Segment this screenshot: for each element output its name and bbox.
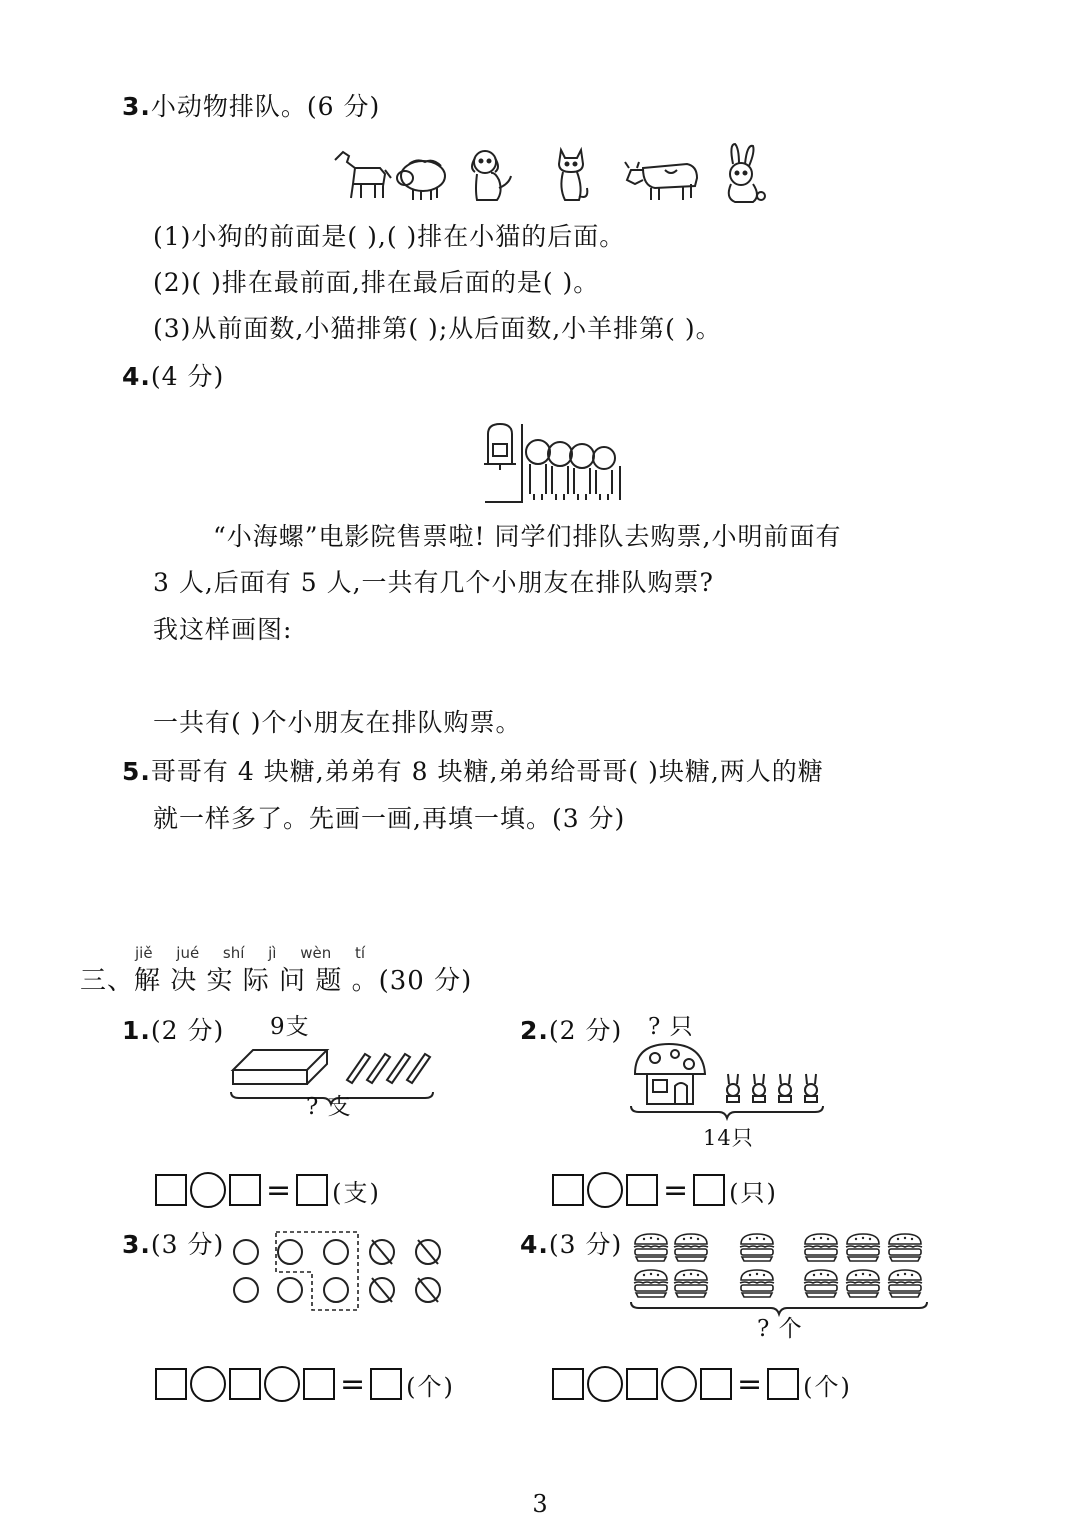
q4-number: 4. [122, 362, 151, 391]
p2-number: 2. [520, 1016, 549, 1045]
pinyin-ti: tí [354, 944, 365, 962]
answer-box[interactable] [155, 1368, 187, 1400]
p4-number: 4. [520, 1230, 549, 1259]
q5-line1: 哥哥有 4 块糖,弟弟有 8 块糖,弟弟给哥哥( )块糖,两人的糖 [150, 757, 824, 786]
result-box[interactable] [693, 1174, 725, 1206]
answer-box[interactable] [229, 1368, 261, 1400]
p2-heading [520, 1016, 622, 1046]
q4-answer: 一共有( )个小朋友在排队购票。 [153, 708, 522, 737]
operator-circle[interactable] [587, 1172, 623, 1208]
pinyin-wen: wèn [300, 944, 332, 962]
p3-score: (3 分) [150, 1230, 225, 1259]
q3-title: 小动物排队。(6 分) [150, 92, 381, 121]
q4-para1: “小海螺”电影院售票啦! 同学们排队去购票,小明前面有 [213, 522, 842, 551]
p1-heading [122, 1016, 224, 1046]
cat-icon [559, 150, 587, 200]
pinyin-jue: jué [176, 944, 200, 962]
operator-circle[interactable] [264, 1366, 300, 1402]
hamburger-icons [634, 1234, 922, 1297]
pinyin-shi: shí [222, 944, 245, 962]
p1-bottom-label: ? 支 [306, 1094, 352, 1120]
answer-box[interactable] [303, 1368, 335, 1400]
answer-box[interactable] [155, 1174, 187, 1206]
p4-bottom-label: ? 个 [757, 1316, 803, 1342]
rabbit-icon [729, 144, 765, 202]
result-box[interactable] [296, 1174, 328, 1206]
p2-top-label: ? 只 [648, 1014, 694, 1040]
pinyin-jie: jiě [135, 944, 153, 962]
q3-line2: (2)( )排在最前面,排在最后面的是( )。 [153, 268, 600, 297]
hamburgers-illustration [625, 1228, 935, 1323]
p1-top-label: 9支 [270, 1014, 310, 1040]
q3-line3: (3)从前面数,小猫排第( );从后面数,小羊排第( )。 [153, 314, 722, 343]
p3-formula [155, 1366, 455, 1402]
ticket-queue-illustration [480, 416, 630, 506]
pinyin-ji: jì [268, 944, 277, 962]
operator-circle[interactable] [661, 1366, 697, 1402]
operator-circle[interactable] [587, 1366, 623, 1402]
p2-score: (2 分) [548, 1016, 623, 1045]
sheep-icon [397, 160, 445, 200]
answer-box[interactable] [626, 1174, 658, 1206]
q5-line1-row [122, 757, 824, 787]
p1-unit: (支) [332, 1178, 381, 1207]
cow-icon [625, 162, 697, 200]
p2-bottom-label: 14只 [703, 1126, 754, 1150]
q3-line1: (1)小狗的前面是( ),( )排在小猫的后面。 [153, 222, 626, 251]
answer-box[interactable] [700, 1368, 732, 1400]
section3-pinyin [135, 944, 365, 962]
q4-para2: 3 人,后面有 5 人,一共有几个小朋友在排队购票? [153, 568, 714, 597]
equals-sign: = [340, 1366, 366, 1402]
p2-formula [552, 1172, 778, 1208]
answer-box[interactable] [229, 1174, 261, 1206]
pencils-icon [347, 1054, 430, 1083]
pencil-box-icon [233, 1050, 327, 1084]
p1-score: (2 分) [150, 1016, 225, 1045]
equals-sign: = [266, 1172, 292, 1208]
dog-icon [472, 151, 511, 200]
answer-box[interactable] [552, 1174, 584, 1206]
rabbits-icon [727, 1074, 817, 1102]
p4-unit: (个) [803, 1372, 852, 1401]
q3-heading [122, 92, 380, 122]
q5-number: 5. [122, 757, 151, 786]
p4-formula [552, 1366, 852, 1402]
answer-box[interactable] [626, 1368, 658, 1400]
q4-heading [122, 362, 224, 392]
q4-title: (4 分) [150, 362, 225, 391]
p1-formula [155, 1172, 381, 1208]
result-box[interactable] [767, 1368, 799, 1400]
horse-icon [335, 152, 391, 198]
equals-sign: = [663, 1172, 689, 1208]
section3-title: 三、解 决 实 际 问 题 。(30 分) [80, 966, 473, 996]
q4-draw-prompt: 我这样画图: [153, 615, 293, 644]
p3-unit: (个) [406, 1372, 455, 1401]
operator-circle[interactable] [190, 1172, 226, 1208]
mushroom-house-icon [635, 1044, 705, 1104]
q5-line2: 就一样多了。先画一画,再填一填。(3 分) [153, 804, 626, 833]
animal-lineup [325, 140, 785, 210]
q3-number: 3. [122, 92, 151, 121]
p4-heading [520, 1230, 622, 1260]
p3-heading [122, 1230, 224, 1260]
p4-score: (3 分) [548, 1230, 623, 1259]
page-number: 3 [532, 1490, 548, 1518]
operator-circle[interactable] [190, 1366, 226, 1402]
p2-unit: (只) [729, 1178, 778, 1207]
p1-number: 1. [122, 1016, 151, 1045]
result-box[interactable] [370, 1368, 402, 1400]
circles-illustration [228, 1228, 448, 1313]
answer-box[interactable] [552, 1368, 584, 1400]
mushroom-house-illustration [625, 1040, 835, 1125]
equals-sign: = [737, 1366, 763, 1402]
p3-number: 3. [122, 1230, 151, 1259]
